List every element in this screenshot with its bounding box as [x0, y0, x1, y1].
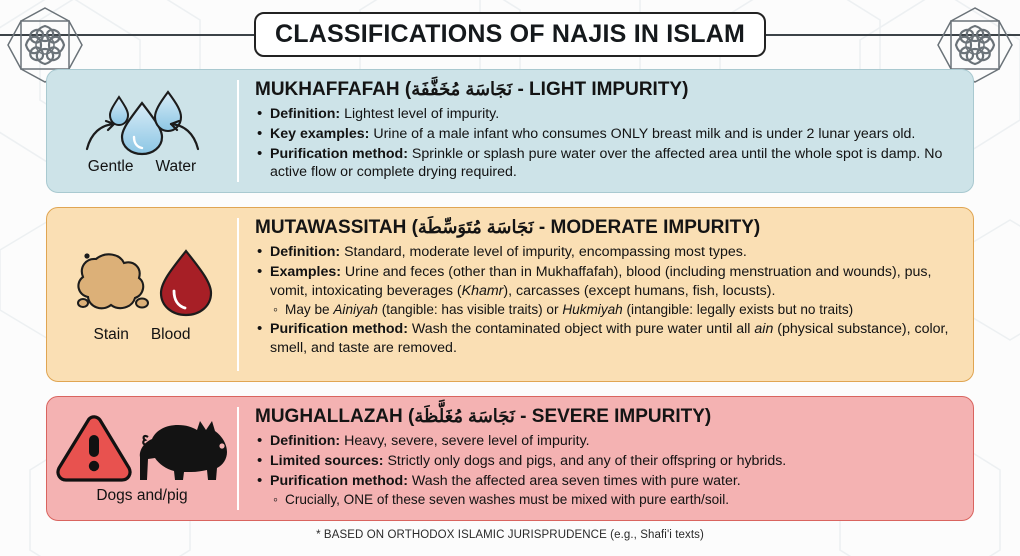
bullet-text: Lightest level of impurity.: [340, 105, 500, 122]
section-mukhaffafah: [46, 69, 974, 193]
bullet-text: Urine of a male infant who consumes ONLY breast milk and is under 2 lunar years old.: [369, 125, 916, 142]
bullet-purification-method: [255, 145, 959, 183]
bullet-text: Urine and feces (other than in Mukhaffafah), blood (including menstruation and wounds), pus, vomit, intoxicating beverages (: [270, 263, 932, 299]
text-column-mukhaffafah: [239, 70, 973, 192]
heading-tail: - SEVERE IMPURITY): [514, 406, 712, 427]
bullet-label: Definition:: [270, 243, 341, 260]
caption-stain: Stain: [93, 326, 129, 343]
bullet-text-2: ), carcasses (except humans, fish, locusts).: [503, 282, 776, 299]
bullet-label: Purification method:: [270, 145, 408, 162]
bullet-text: Sprinkle or splash pure water over the affected area until the whole spot is damp. No active flow or complete drying required.: [270, 145, 943, 181]
sub-pre: Crucially, ONE of these seven washes must be mixed with pure earth/soil.: [285, 492, 730, 508]
bullet-italic: Khamr: [461, 282, 504, 299]
water-drop-icon: [67, 87, 217, 157]
blood-drop-icon: [161, 251, 211, 315]
stain-and-blood-icons: [62, 245, 222, 325]
bullet-label: Definition:: [270, 105, 341, 122]
heading-tail: - MODERATE IMPURITY): [533, 217, 761, 238]
bullet-key-examples: [255, 125, 959, 144]
bullet-text: Wash the contaminated object with pure water until all: [407, 321, 755, 338]
bullet-text: Standard, moderate level of impurity, encompassing most types.: [340, 243, 747, 260]
section-heading-mutawassitah: [255, 216, 959, 240]
text-column-mughallazah: [239, 397, 973, 520]
bullet-examples: [255, 263, 959, 301]
heading-latin: MUKHAFFAFAH (: [255, 79, 412, 100]
sub-mid: (tangible: has visible traits) or: [377, 302, 563, 318]
caption-dogs-and-pig: Dogs and/pig: [96, 486, 188, 504]
heading-arabic: نَجَاسَة مُتَوَسِّطَة: [417, 217, 534, 237]
bullet-list-mughallazah: [255, 432, 959, 510]
bullet-list-mutawassitah: [255, 243, 959, 358]
stain-icon: [78, 253, 148, 308]
heading-arabic: نَجَاسَة مُغَلَّظَة: [414, 406, 515, 426]
icon-column-mukhaffafah: [47, 70, 237, 192]
warning-triangle-icon: [58, 416, 130, 479]
heading-latin: MUTAWASSITAH (: [255, 217, 418, 238]
bullet-purification-method: [255, 320, 959, 358]
bullet-definition: [255, 432, 959, 451]
heading-latin: MUGHALLAZAH (: [255, 406, 415, 427]
bullet-sub-earth-soil: [255, 491, 959, 509]
caption-blood: Blood: [150, 326, 191, 343]
bullet-sub-ainiyah-hukmiyah: [255, 301, 959, 319]
bullet-text: Strictly only dogs and pigs, and any of their offspring or hybrids.: [383, 452, 787, 469]
warning-and-pig-icons: [52, 413, 232, 485]
page-title: CLASSIFICATIONS OF NAJIS IN ISLAM: [274, 20, 746, 48]
bullet-label: Key examples:: [270, 125, 370, 142]
footnote: * BASED ON ORTHODOX ISLAMIC JURISPRUDENCE (e.g., Shafi'i texts): [316, 529, 704, 541]
page-title-box: [254, 12, 766, 57]
pig-icon: [140, 421, 227, 480]
heading-tail: - LIGHT IMPURITY): [512, 79, 689, 100]
bullet-list-mukhaffafah: [255, 105, 959, 183]
heading-arabic: نَجَاسَة مُخَفَّفَة: [411, 79, 513, 99]
bullet-label: Examples:: [270, 263, 341, 280]
section-mughallazah: [46, 396, 974, 521]
caption-water: Water: [155, 157, 197, 175]
sub-italic-1: Ainiyah: [333, 302, 378, 318]
icon-captions-mukhaffafah: [88, 158, 196, 176]
bullet-definition: [255, 105, 959, 124]
caption-gentle: Gentle: [87, 157, 134, 175]
bullet-definition: [255, 243, 959, 262]
icon-column-mughallazah: [47, 397, 237, 520]
bullet-label: Purification method:: [270, 472, 408, 489]
icon-captions-mutawassitah: [94, 326, 191, 344]
bullet-limited-sources: [255, 452, 959, 471]
bullet-text: Heavy, severe, severe level of impurity.: [340, 432, 590, 449]
bullet-purification-method: [255, 472, 959, 491]
bullet-italic: ain: [754, 321, 774, 338]
bullet-label: Purification method:: [270, 321, 408, 338]
bullet-label: Definition:: [270, 432, 341, 449]
text-column-mutawassitah: [239, 208, 973, 381]
icon-column-mutawassitah: [47, 208, 237, 381]
sub-pre: May be: [285, 302, 334, 318]
sub-italic-2: Hukmiyah: [562, 302, 623, 318]
section-heading-mughallazah: [255, 405, 959, 429]
bullet-text-2: (physical substance), color, smell, and taste are removed.: [270, 321, 949, 357]
section-heading-mukhaffafah: [255, 78, 959, 102]
section-mutawassitah: [46, 207, 974, 382]
bullet-text: Wash the affected area seven times with pure water.: [407, 472, 741, 489]
sub-post: (intangible: legally exists but no traits): [622, 302, 854, 318]
bullet-label: Limited sources:: [270, 452, 384, 469]
